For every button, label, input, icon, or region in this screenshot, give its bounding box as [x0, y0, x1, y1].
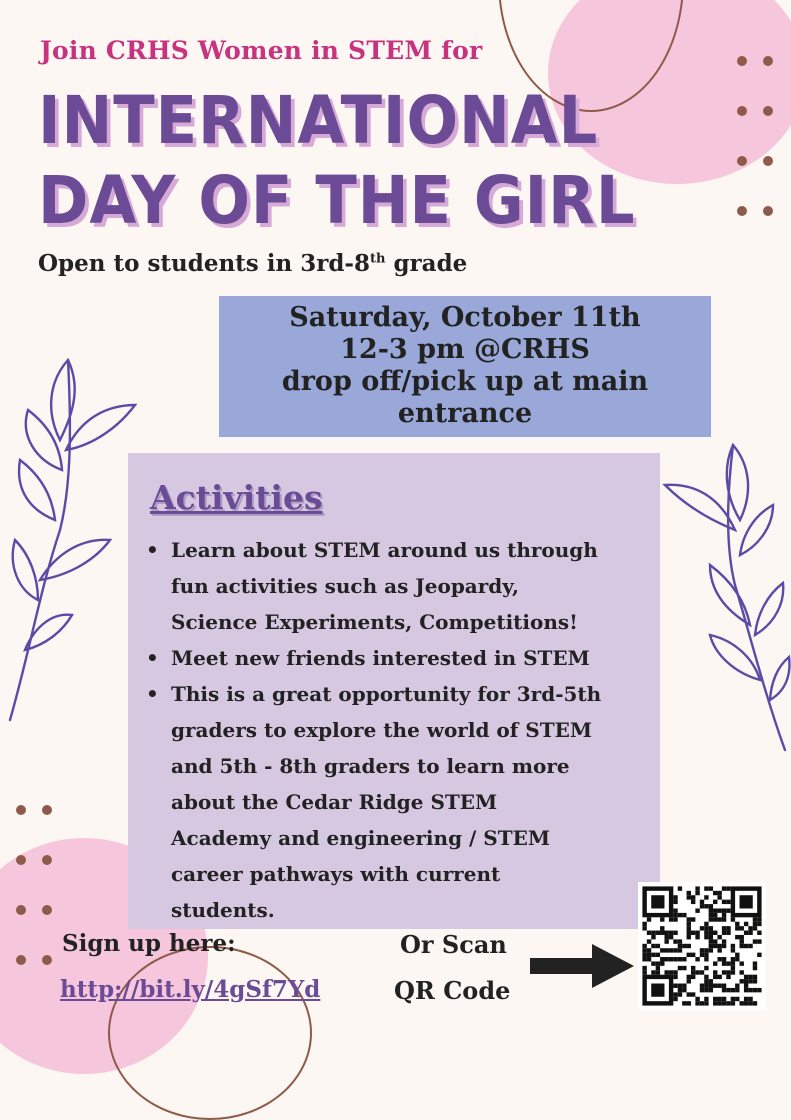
- dropoff-line-1: drop off/pick up at main: [281, 366, 649, 397]
- title-line-1: INTERNATIONAL: [38, 82, 599, 159]
- list-item: Academy and engineering / STEM: [171, 826, 550, 850]
- ring-bottom: [108, 946, 312, 1120]
- title-line-2: DAY OF THE GIRL: [38, 162, 636, 239]
- activities-title: Activities: [150, 478, 323, 517]
- signup-label: Sign up here:: [62, 930, 236, 957]
- list-item: • Meet new friends interested in STEM: [146, 640, 676, 676]
- list-item: about the Cedar Ridge STEM: [171, 790, 498, 814]
- list-item: fun activities such as Jeopardy,: [171, 574, 519, 598]
- list-item: Science Experiments, Competitions!: [171, 610, 578, 634]
- event-time-place: 12-3 pm @CRHS: [340, 334, 590, 365]
- eligibility-text: Open to students in 3rd-8th grade: [38, 250, 468, 277]
- list-item: career pathways with current: [171, 862, 501, 886]
- signup-link[interactable]: http://bit.ly/4gSf7Yd: [60, 976, 321, 1003]
- or-scan-text: Or Scan: [400, 930, 507, 959]
- activities-list: [146, 532, 676, 928]
- list-item: graders to explore the world of STEM: [171, 718, 593, 742]
- event-details-box: [219, 296, 711, 437]
- bullet-icon: •: [146, 538, 159, 562]
- list-item: • This is a great opportunity for 3rd-5th: [146, 676, 676, 712]
- qr-code-icon[interactable]: [638, 882, 766, 1010]
- arrow-right-icon: [530, 942, 636, 992]
- list-item: and 5th - 8th graders to learn more: [171, 754, 570, 778]
- dropoff-line-2: entrance: [397, 398, 533, 429]
- bullet-icon: •: [146, 682, 159, 706]
- list-item: students.: [171, 898, 275, 922]
- qr-code-text: QR Code: [394, 976, 511, 1005]
- join-line: Join CRHS Women in STEM for: [40, 36, 483, 65]
- list-item: • Learn about STEM around us through: [146, 532, 676, 568]
- bullet-icon: •: [146, 646, 159, 670]
- event-date: Saturday, October 11th: [289, 302, 641, 333]
